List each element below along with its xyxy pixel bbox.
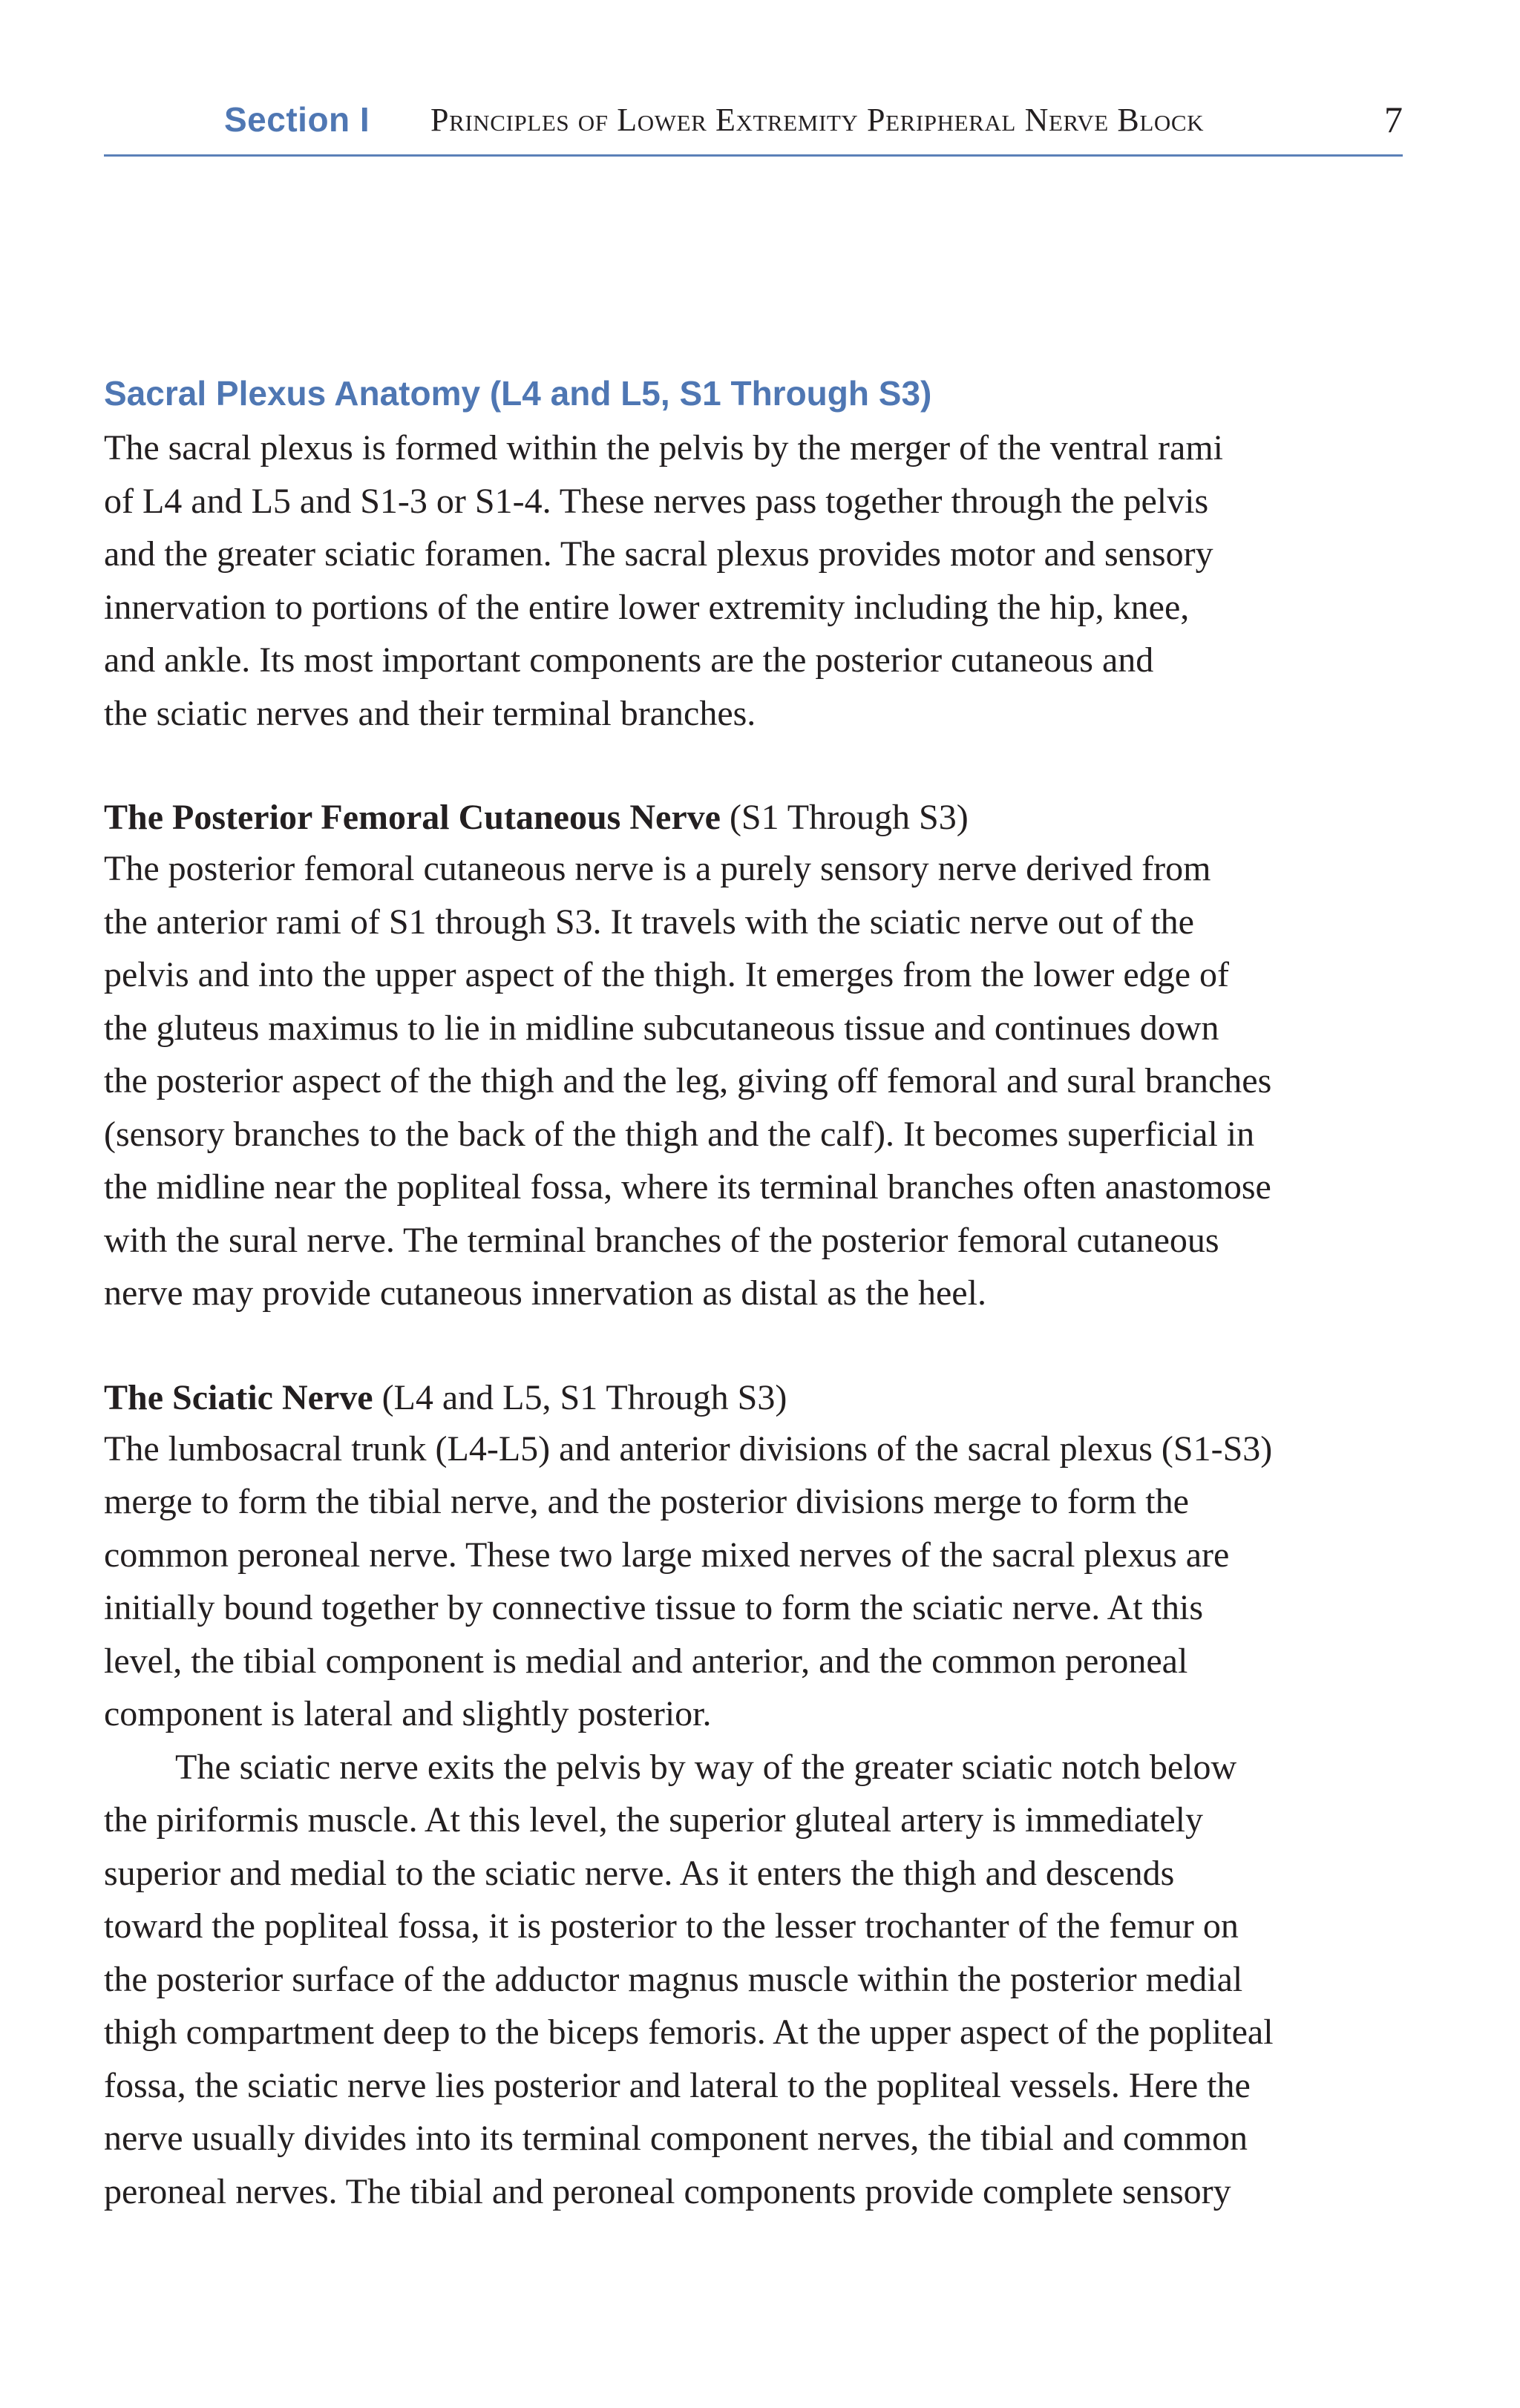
text-line: The sciatic nerve exits the pelvis by way of the greater sciatic notch below <box>175 1747 1237 1787</box>
book-title: Principles of Lower Extremity Peripheral Nerve Block <box>430 102 1205 138</box>
text-line: The posterior femoral cutaneous nerve is a purely sensory nerve derived from <box>104 849 1211 888</box>
paragraph <box>104 421 1410 740</box>
text-line: nerve may provide cutaneous innervation as distal as the heel. <box>104 1273 986 1313</box>
section-spacer <box>104 1320 1410 1374</box>
text-line: and ankle. Its most important components are the posterior cutaneous and <box>104 640 1154 680</box>
section-sacral-plexus <box>104 371 1410 740</box>
text-line: initially bound together by connective tissue to form the sciatic nerve. At this <box>104 1588 1203 1627</box>
subsection-heading-title: The Posterior Femoral Cutaneous Nerve <box>104 798 721 837</box>
section-spacer <box>104 740 1410 793</box>
paragraph <box>104 842 1410 1320</box>
text-line: fossa, the sciatic nerve lies posterior and lateral to the popliteal vessels. Here the <box>104 2065 1251 2105</box>
text-line: innervation to portions of the entire lower extremity including the hip, knee, <box>104 587 1190 627</box>
text-line: level, the tibial component is medial and anterior, and the common peroneal <box>104 1641 1188 1681</box>
text-line: thigh compartment deep to the biceps femoris. At the upper aspect of the popliteal <box>104 2012 1274 2052</box>
text-line: peroneal nerves. The tibial and peroneal components provide complete sensory <box>104 2171 1231 2211</box>
section-label: Section I <box>224 100 370 139</box>
text-line: the sciatic nerves and their terminal branches. <box>104 693 756 733</box>
section-sciatic-nerve <box>104 1374 1410 2219</box>
text-line: The sacral plexus is formed within the pelvis by the merger of the ventral rami <box>104 428 1223 468</box>
subsection-heading <box>104 1374 1410 1423</box>
text-line: the anterior rami of S1 through S3. It travels with the sciatic nerve out of the <box>104 902 1194 942</box>
page-number: 7 <box>1384 99 1403 140</box>
text-line: the midline near the popliteal fossa, where its terminal branches often anastomose <box>104 1167 1271 1207</box>
text-line: the posterior surface of the adductor magnus muscle within the posterior medial <box>104 1959 1243 1999</box>
running-header <box>104 95 1403 157</box>
text-line: with the sural nerve. The terminal branches of the posterior femoral cutaneous <box>104 1220 1219 1260</box>
text-line: the gluteus maximus to lie in midline subcutaneous tissue and continues down <box>104 1008 1219 1048</box>
text-line: toward the popliteal fossa, it is posterior to the lesser trochanter of the femur on <box>104 1906 1239 1946</box>
paragraph <box>104 1423 1410 1741</box>
paragraph <box>104 1741 1410 2219</box>
text-line: merge to form the tibial nerve, and the posterior divisions merge to form the <box>104 1482 1189 1521</box>
text-line: common peroneal nerve. These two large mixed nerves of the sacral plexus are <box>104 1535 1230 1575</box>
subsection-heading <box>104 793 1410 842</box>
text-line: the piriformis muscle. At this level, the superior gluteal artery is immediately <box>104 1800 1203 1840</box>
subsection-heading-title: The Sciatic Nerve <box>104 1377 373 1417</box>
text-line: component is lateral and slightly posterior. <box>104 1694 712 1733</box>
text-line: of L4 and L5 and S1-3 or S1-4. These nerves pass together through the pelvis <box>104 481 1209 521</box>
text-line: (sensory branches to the back of the thigh and the calf). It becomes superficial in <box>104 1114 1255 1154</box>
subsection-heading-roots: (S1 Through S3) <box>729 798 969 837</box>
text-line: superior and medial to the sciatic nerve. As it enters the thigh and descends <box>104 1853 1175 1893</box>
text-line: nerve usually divides into its terminal component nerves, the tibial and common <box>104 2119 1248 2158</box>
text-line: The lumbosacral trunk (L4-L5) and anterior divisions of the sacral plexus (S1-S3) <box>104 1428 1273 1469</box>
section-heading: Sacral Plexus Anatomy (L4 and L5, S1 Through S3) <box>104 374 932 413</box>
text-line: pelvis and into the upper aspect of the thigh. It emerges from the lower edge of <box>104 955 1229 994</box>
text-line: and the greater sciatic foramen. The sacral plexus provides motor and sensory <box>104 534 1213 574</box>
page-content <box>104 371 1410 2218</box>
subsection-heading-roots: (L4 and L5, S1 Through S3) <box>381 1377 787 1417</box>
text-line: the posterior aspect of the thigh and the leg, giving off femoral and sural branches <box>104 1061 1272 1100</box>
section-posterior-femoral-cutaneous <box>104 793 1410 1320</box>
